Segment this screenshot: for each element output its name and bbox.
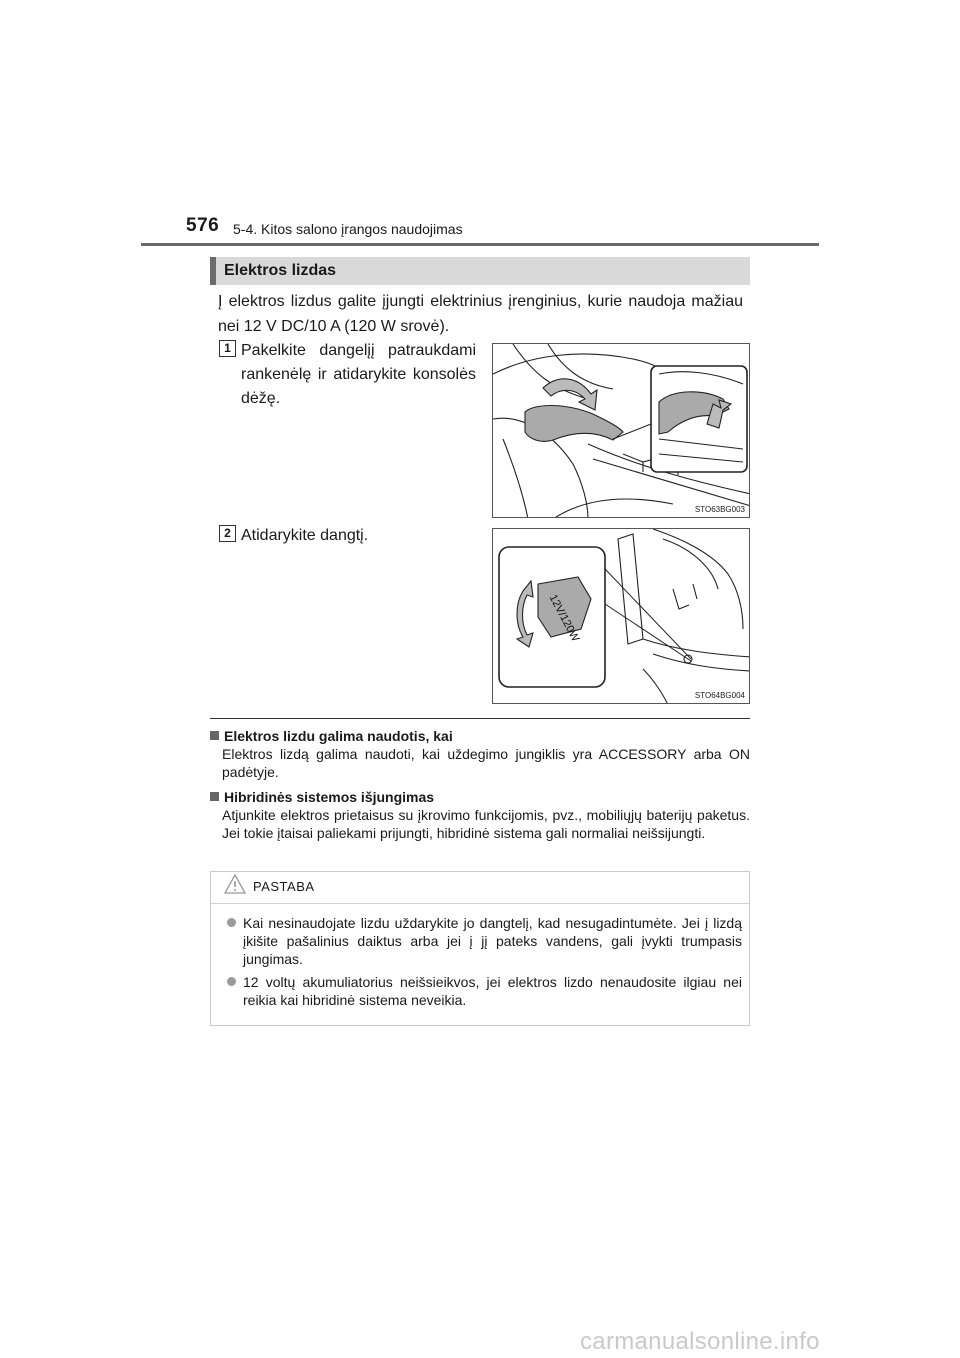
note-title [210, 727, 750, 745]
notice-rule [211, 903, 749, 904]
intro-paragraph: Į elektros lizdus galite įjungti elektrinius įrenginius, kurie naudoja mažiau nei 12 V DC/10 A (120 W srovė). [218, 293, 743, 335]
warning-triangle-icon [224, 873, 246, 895]
watermark: carmanualsonline.info [580, 1328, 820, 1355]
step-2-text: Atidarykite dangtį. [241, 527, 369, 544]
note-title-text: Hibridinės sistemos išjungimas [224, 789, 435, 805]
power-outlet-illustration [492, 528, 750, 704]
figure-1-code: STO63BG003 [694, 505, 745, 514]
notice-label: PASTABA [253, 879, 315, 894]
notice-item-text: 12 voltų akumuliatorius neišsieikvos, jei elektros lizdo nenaudosite ilgiau nei reikia kai hibridinė sistema neveikia. [243, 974, 742, 1008]
note-body: Atjunkite elektros prietaisus su įkrovimo funkcijomis, pvz., mobiliųjų baterijų paketus. Jei tokie įtaisai paliekami prijungti, hibridinė sistema gali normaliai neišsijungti. [222, 807, 750, 841]
section-divider [210, 718, 750, 719]
figure-2-code: STO64BG004 [694, 691, 745, 700]
note-title-text: Elektros lizdu galima naudotis, kai [224, 728, 453, 744]
note-usage-condition [210, 727, 750, 781]
round-bullet-icon [227, 918, 236, 927]
step-2-badge: 2 [219, 525, 236, 542]
notice-item [227, 914, 742, 968]
outlet-cover-label: 12V/120W [546, 592, 582, 644]
power-outlet-drawing [493, 529, 750, 704]
notice-item [227, 973, 742, 1009]
notice-item-text: Kai nesinaudojate lizdu uždarykite jo dangtelį, kad nesugadintumėte. Jei į lizdą įkišite pašalinius daiktus arba jei į jį pateks vandens, gali įvykti trumpasis jungimas. [243, 915, 742, 967]
note-title [210, 788, 750, 806]
step-1-badge: 1 [219, 340, 236, 357]
section-heading: Elektros lizdas [210, 257, 750, 285]
console-box-drawing [493, 344, 750, 518]
square-bullet-icon [210, 731, 219, 740]
page-number: 576 [186, 215, 220, 236]
chapter-title: 5-4. Kitos salono įrangos naudojimas [233, 221, 463, 237]
header-rule [141, 243, 819, 246]
note-hybrid-shutdown [210, 788, 750, 842]
note-body: Elektros lizdą galima naudoti, kai uždegimo jungiklis yra ACCESSORY arba ON padėtyje. [222, 746, 750, 780]
step-1-text: Pakelkite dangelįį patraukdami rankenėlę ir atidarykite konsolės dėžę. [241, 342, 476, 407]
square-bullet-icon [210, 792, 219, 801]
round-bullet-icon [227, 977, 236, 986]
console-box-illustration [492, 343, 750, 518]
